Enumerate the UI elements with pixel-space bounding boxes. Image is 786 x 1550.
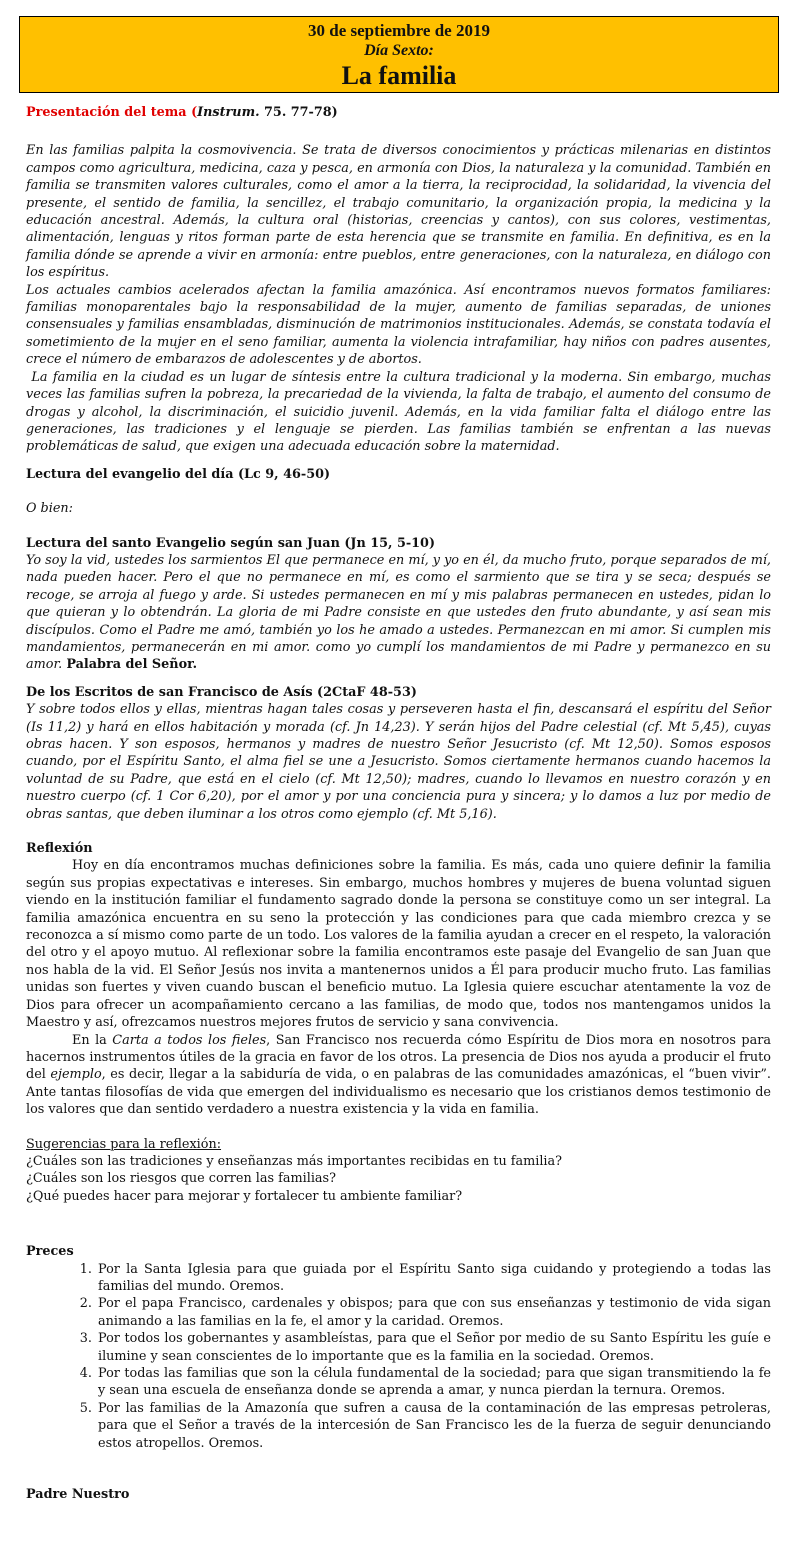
presentation-ref-open: (: [186, 105, 198, 120]
reflection-p2-c: , es decir, llegar a la sabiduría de vida, o en palabras de las comunidades amazónicas, el “buen vivir”. Ante tantas filosofías de vida que emergen del individualismo es necesario que los cristianos demos testimonio de los valores que dan sentido verdadero a nuestra existencia y la vida en familia.: [26, 1067, 771, 1118]
john-text: Yo soy la vid, ustedes los sarmientos El que permanece en mí, y yo en él, da mucho fruto, porque separados de mí, nada pueden hacer. Pero el que no permanece en mí, es como el sarmiento que se tira y se seca; después se recoge, se arroja al fuego y arde. Si ustedes permanecen en mí y mis palabras permanecen en ustedes, pidan lo que quieran y lo obtendrán. La gloria de mi Padre consiste en que ustedes den fruto abundante, y así sean mis discípulos. Como el Padre me amó, también yo los he amado a ustedes. Permanezcan en mi amor. Si cumplen mis mandamientos, permanecerán en mi amor. como yo cumplí los mandamientos de mi Padre y permanezco en su amor.: [26, 552, 771, 673]
reflection-p2-b: , San Francisco nos recuerda cómo Espíritu de Dios mora en nosotros para hacernos instrumentos útiles de la gracia en favor de los otros. La presencia de Dios nos ayuda a producir el fruto del: [26, 1032, 771, 1083]
day-heading: Día Sexto:: [364, 42, 434, 59]
prece-item: 2. Por el papa Francisco, cardenales y obispos; para que con sus enseñanzas y testimonio de vida sigan animando a las familias en la fe, el amor y la caridad. Oremos.: [96, 1295, 771, 1330]
reflection-p2-em2: ejemplo: [50, 1067, 102, 1083]
presentation-paragraph-1: En las familias palpita la cosmovivencia. Se trata de diversos conocimientos y prácticas milenarias en distintos campos como agricultura, medicina, caza y pesca, en armonía con Dios, la naturaleza y la comunidad. También en familia se transmiten valores culturales, como el amor a la tierra, la reciprocidad, la solidaridad, la vivencia del presente, el sentido de familia, la sencillez, el trabajo comunitario, la organización propia, la medicina y la educación ancestral. Además, la cultura oral (historias, creencias y cantos), con sus colores, vestimentas, alimentación, lenguas y ritos forman parte de esta herencia que se transmite en familia. En definitiva, es en la familia dónde se aprende a vivir en armonía: entre pueblos, entre generaciones, con la naturaleza, en diálogo con los espíritus.: [26, 143, 771, 281]
prece-item: 4. Por todas las familias que son la célula fundamental de la sociedad; para que sigan transmitiendo la fe y sean una escuela de enseñanza donde se aprenda a amar, y nunca pierdan la ternura. Oremos.: [96, 1365, 771, 1400]
john-reading: [26, 552, 771, 674]
closing-prayer: Padre Nuestro: [26, 1487, 130, 1503]
presentation-heading: [26, 104, 771, 121]
reflection-p2-a: En la: [72, 1032, 113, 1048]
date-heading: 30 de septiembre de 2019: [308, 21, 490, 40]
prece-item: 1. Por la Santa Iglesia para que guiada por el Espíritu Santo siga cuidando y protegiendo a todas las familias del mundo. Oremos.: [96, 1261, 771, 1296]
reflection-p2-em1: Carta a todos los fieles: [112, 1032, 267, 1048]
prece-item: 3. Por todos los gobernantes y asambleístas, para que el Señor por medio de su Santo Espíritu les guíe e ilumine y sean conscientes de lo importante que es la familia en la sociedad. Oremos.: [96, 1330, 771, 1365]
reflection-heading: Reflexión: [26, 841, 93, 857]
presentation-paragraph-3: La familia en la ciudad es un lugar de síntesis entre la cultura tradicional y la moderna. Sin embargo, muchas veces las familias sufren la pobreza, la precariedad de la vivienda, la falta de trabajo, el aumento del consumo de drogas y alcohol, la discriminación, el suicidio juvenil. Además, en la vida familiar falta el diálogo entre las generaciones, las tradiciones y el lenguaje se pierden. Las familias también se enfrentan a las nuevas problemáticas de salud, que exigen una adecuada educación sobre la maternidad.: [26, 369, 776, 455]
john-heading: Lectura del santo Evangelio según san Juan (Jn 15, 5-10): [26, 535, 436, 551]
page-title: La familia: [341, 61, 457, 90]
presentation-ref-book: Instrum.: [197, 105, 260, 120]
document-body: [26, 104, 776, 1503]
prece-item: 5. Por las familias de la Amazonía que sufren a causa de la contaminación de las empresas petroleras, para que el Señor a través de la intercesión de San Francisco les de la fuerza de seguir denunciando estos atropellos. Oremos.: [96, 1400, 771, 1452]
john-closing: Palabra del Señor.: [66, 657, 198, 673]
or-text: O bien:: [26, 501, 73, 517]
suggestion-question-2: ¿Cuáles son los riesgos que corren las familias?: [26, 1171, 336, 1187]
francis-text: Y sobre todos ellos y ellas, mientras hagan tales cosas y perseveren hasta el fin, descansará el espíritu del Señor (Is 11,2) y hará en ellos habitación y morada (cf. Jn 14,23). Y serán hijos del Padre celestial (cf. Mt 5,45), cuyas obras hacen. Y son esposos, hermanos y madres de nuestro Señor Jesucristo (cf. Mt 12,50). Somos esposos cuando, por el Espíritu Santo, el alma fiel se une a Jesucristo. Somos ciertamente hermanos cuando hacemos la voluntad de su Padre, que está en el cielo (cf. Mt 12,50); madres, cuando lo llevamos en nuestro corazón y en nuestro cuerpo (cf. 1 Cor 6,20), por el amor y por una conciencia pura y sincera; y lo damos a luz por medio de obras santas, que deben iluminar a los otros como ejemplo (cf. Mt 5,16).: [26, 702, 771, 822]
suggestions-heading: Sugerencias para la reflexión:: [26, 1136, 222, 1152]
suggestion-question-3: ¿Qué puedes hacer para mejorar y fortalecer tu ambiente familiar?: [26, 1188, 463, 1204]
reflection-paragraph-2: [26, 1032, 771, 1119]
presentation-paragraph-2: Los actuales cambios acelerados afectan la familia amazónica. Así encontramos nuevos formatos familiares: familias monoparentales bajo la responsabilidad de la mujer, aumento de familias separadas, de uniones consensuales y familias ensambladas, disminución de matrimonios institucionales. Además, se constata todavía el sometimiento de la mujer en el seno familiar, aumenta la violencia intrafamiliar, hay niños con padres ausentes, crece el número de embarazos de adolescentes y de abortos.: [26, 282, 771, 368]
presentation-label: Presentación del tema: [26, 105, 187, 120]
gospel-day-heading: Lectura del evangelio del día (Lc 9, 46-50): [26, 466, 331, 482]
preces-list: [26, 1261, 771, 1452]
presentation-ref-rest: 75. 77-78): [259, 105, 338, 120]
francis-heading: De los Escritos de san Francisco de Asís (2CtaF 48-53): [26, 684, 417, 700]
preces-heading: Preces: [26, 1244, 74, 1260]
suggestion-question-1: ¿Cuáles son las tradiciones y enseñanzas más importantes recibidas en tu familia?: [26, 1153, 563, 1169]
title-banner: [19, 16, 779, 93]
reflection-paragraph-1: Hoy en día encontramos muchas definiciones sobre la familia. Es más, cada uno quiere definir la familia según sus propias expectativas e intereses. Sin embargo, muchos hombres y mujeres de buena voluntad siguen viendo en la institución familiar el fundamento sagrado donde la persona se constituye como un ser integral. La familia amazónica encuentra en su seno la protección y las condiciones para que cada miembro crezca y se reconozca a sí mismo como parte de un todo. Los valores de la familia ayudan a crecer en el respeto, la valoración del otro y el apoyo mutuo. Al reflexionar sobre la familia encontramos este pasaje del Evangelio de san Juan que nos habla de la vid. El Señor Jesús nos invita a mantenernos unidos a Él para producir mucho fruto. Las familias unidas son fuertes y viven cuando buscan el beneficio mutuo. La Iglesia quiere escuchar atentamente la voz de Dios para ofrecer un acompañamiento cercano a las familias, de modo que, todos nos mantengamos unidos la Maestro y así, ofrezcamos nuestros mejores frutos de servicio y sana convivencia.: [26, 858, 771, 1031]
